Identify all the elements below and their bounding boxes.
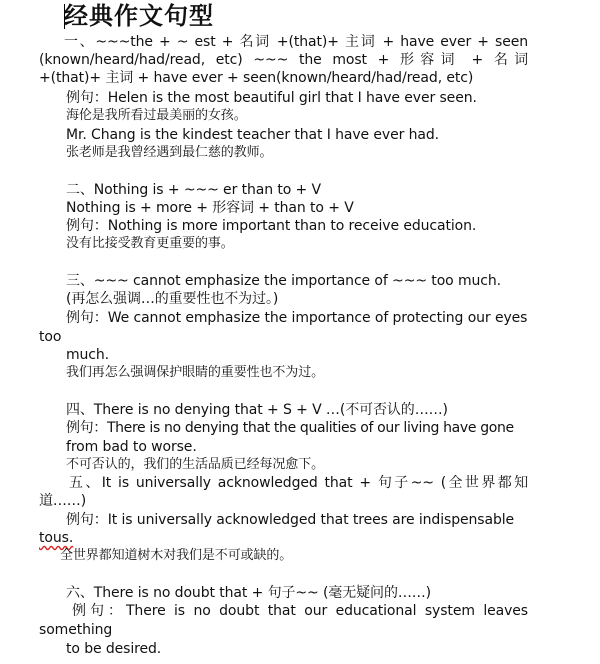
s6-example: 例句：There is no doubt that our educational system leaves xyxy=(72,603,528,619)
s1-line-3: +(that)+ 主词 + have ever + seen(known/heard/had/read, etc) xyxy=(39,70,474,86)
s3-line-1: 三、~~~ cannot emphasize the importance of ~~~ too much. xyxy=(66,273,502,289)
s5-example-wrap: tous. xyxy=(39,530,74,546)
s1-example-2: Mr. Chang is the kindest teacher that I have ever had. xyxy=(66,127,439,143)
s5-example: 例句：It is universally acknowledged that trees are indispensable xyxy=(66,512,515,528)
page-title: 经典作文句型 xyxy=(64,1,214,30)
s4-example: 例句：There is no denying that the qualities of our living have gone xyxy=(66,420,514,436)
s3-example: 例句：We cannot emphasize the importance of protecting our eyes xyxy=(66,310,528,326)
s3-line-2: (再怎么强调…的重要性也不为过。) xyxy=(66,291,279,307)
s5-translation: 全世界都知道树木对我们是不可或缺的。 xyxy=(60,548,293,563)
s1-line-2: (known/heard/had/read, etc) ~~~ the most + 形容词 + 名词 xyxy=(39,52,528,68)
s2-example: 例句：Nothing is more important than to receive education. xyxy=(66,218,477,234)
s3-example-cont: much. xyxy=(66,347,110,363)
s5-line-1: 五、It is universally acknowledged that + 句子~~ (全世界都知 xyxy=(69,475,528,491)
s4-example-cont: from bad to worse. xyxy=(66,439,197,455)
s3-example-wrap: too xyxy=(39,329,62,345)
s2-translation: 没有比接受教育更重要的事。 xyxy=(66,236,234,251)
s4-translation: 不可否认的，我们的生活品质已经每况愈下。 xyxy=(66,457,325,472)
s1-translation-2: 张老师是我曾经遇到最仁慈的教师。 xyxy=(66,145,273,160)
s1-example-1: 例句：Helen is the most beautiful girl that I have ever seen. xyxy=(66,90,477,106)
s6-example-wrap: something xyxy=(39,622,113,638)
s6-line-1: 六、There is no doubt that + 句子~~ (毫无疑问的……) xyxy=(66,585,432,601)
s4-line-1: 四、There is no denying that + S + V …(不可否认的……) xyxy=(66,402,448,418)
s1-line-1: 一、~~~the + ~ est + 名词 +(that)+ 主词 + have ever + seen xyxy=(64,34,528,50)
s6-example-cont: to be desired. xyxy=(66,641,162,657)
s5-line-2: 道……) xyxy=(39,493,87,509)
s3-translation: 我们再怎么强调保护眼睛的重要性也不为过。 xyxy=(66,365,325,380)
s1-translation-1: 海伦是我所看过最美丽的女孩。 xyxy=(66,108,247,123)
s2-line-2: Nothing is + more + 形容词 + than to + V xyxy=(66,200,354,216)
s2-line-1: 二、Nothing is + ~~~ er than to + V xyxy=(66,182,322,198)
